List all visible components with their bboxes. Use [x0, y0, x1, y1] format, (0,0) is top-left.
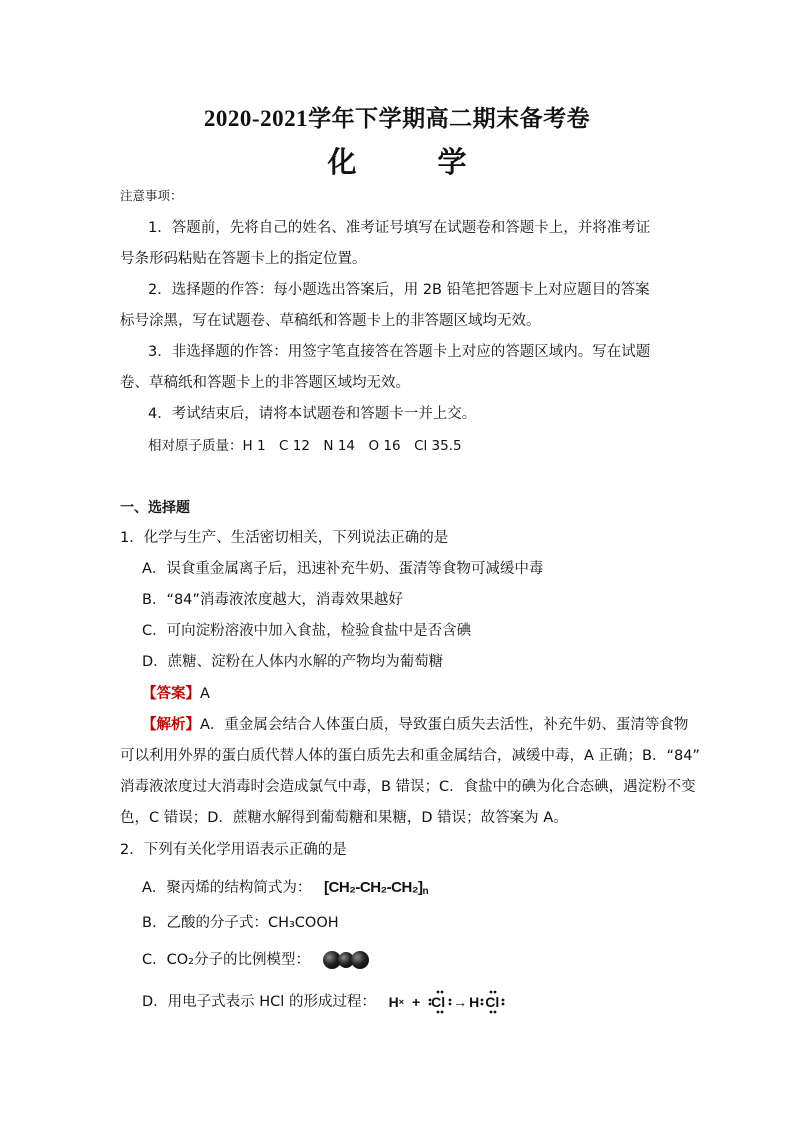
q2-option-b: B．乙酸的分子式：CH₃COOH — [142, 915, 339, 931]
q1-option-d: D．蔗糖、淀粉在人体内水解的产物均为葡萄糖 — [142, 654, 444, 670]
q1-answer — [142, 684, 210, 704]
cl-atom: Cl — [431, 994, 446, 1010]
bracket-right-icon: ] — [418, 879, 423, 896]
notice-line: 标号涂黑，写在试题卷、草稿纸和答题卡上的非答题区域均无效。 — [120, 313, 541, 329]
notice-line: 3．非选择题的作答：用签字笔直接答在答题卡上对应的答题区域内。写在试题 — [148, 344, 651, 360]
analysis-tag: 【解析】 — [142, 717, 200, 733]
formula-chain: CH₂-CH₂-CH₂ — [328, 879, 419, 896]
bracket-left-icon: [ — [324, 879, 329, 896]
hcl-electron-formula — [389, 990, 500, 1014]
formula-subscript-n: n — [422, 886, 429, 897]
notice-heading: 注意事项： — [120, 188, 183, 203]
q2-option-c — [142, 950, 369, 970]
q1-analysis-line — [142, 715, 688, 735]
h-atom-product: H — [469, 994, 480, 1010]
notice-line: 卷、草稿纸和答题卡上的非答题区域均无效。 — [120, 375, 410, 391]
co2-model-icon — [323, 951, 369, 969]
q1-option-c: C．可向淀粉溶液中加入食盐，检验食盐中是否含碘 — [142, 623, 472, 639]
q1-analysis-line: 色，C 错误；D．蔗糖水解得到葡萄糖和果糖，D 错误；故答案为 A。 — [120, 810, 568, 826]
q1-analysis-line: 可以利用外界的蛋白质代替人体的蛋白质先去和重金属结合，减缓中毒，A 正确；B．“84” — [120, 748, 700, 764]
arrow-icon: → — [453, 994, 468, 1010]
q1-analysis-line: 消毒液浓度过大消毒时会造成氯气中毒，B 错误；C．食盐中的碘为化合态碘，遇淀粉不变 — [120, 779, 696, 795]
notice-line: 4．考试结束后，请将本试题卷和答题卡一并上交。 — [148, 406, 477, 422]
q2-option-d — [142, 990, 499, 1014]
polypropylene-formula — [324, 878, 428, 898]
answer-tag: 【答案】 — [142, 686, 200, 702]
notice-line: 2．选择题的作答：每小题选出答案后，用 2B 铅笔把答题卡上对应题目的答案 — [148, 282, 650, 298]
notice-line: 1．答题前，先将自己的姓名、准考证号填写在试题卷和答题卡上，并将准考证 — [148, 220, 651, 236]
question-2-stem: 2．下列有关化学用语表示正确的是 — [120, 842, 347, 858]
q1-option-a: A．误食重金属离子后，迅速补充牛奶、蛋清等食物可减缓中毒 — [142, 561, 544, 577]
notice-line: 号条形码粘贴在答题卡上的指定位置。 — [120, 251, 367, 267]
analysis-text: A．重金属会结合人体蛋白质，导致蛋白质失去活性，补充牛奶、蛋清等食物 — [200, 717, 689, 733]
electron-dot-icon: × — [398, 997, 404, 1007]
question-1-stem: 1．化学与生产、生活密切相关，下列说法正确的是 — [120, 530, 449, 546]
section-heading: 一、选择题 — [120, 500, 190, 516]
plus-sign-icon: + — [411, 994, 421, 1010]
q2-option-d-text: D．用电子式表示 HCl 的形成过程： — [142, 994, 376, 1010]
oxygen-ball-icon — [351, 951, 369, 969]
q2-option-a-text: A．聚丙烯的结构简式为： — [142, 880, 312, 896]
h-atom: H — [388, 994, 399, 1010]
exam-title: 2020-2021学年下学期高二期末备考卷 — [203, 106, 591, 131]
subject-title: 化 学 — [327, 147, 493, 179]
q2-option-a — [142, 878, 428, 898]
cl-atom-product: Cl — [485, 994, 500, 1010]
answer-value: A — [200, 686, 210, 702]
q1-option-b: B．“84”消毒液浓度越大，消毒效果越好 — [142, 592, 403, 608]
q2-option-c-text: C．CO₂分子的比例模型： — [142, 952, 310, 968]
atomic-mass-line: 相对原子质量：H 1 C 12 N 14 O 16 Cl 35.5 — [148, 438, 462, 454]
